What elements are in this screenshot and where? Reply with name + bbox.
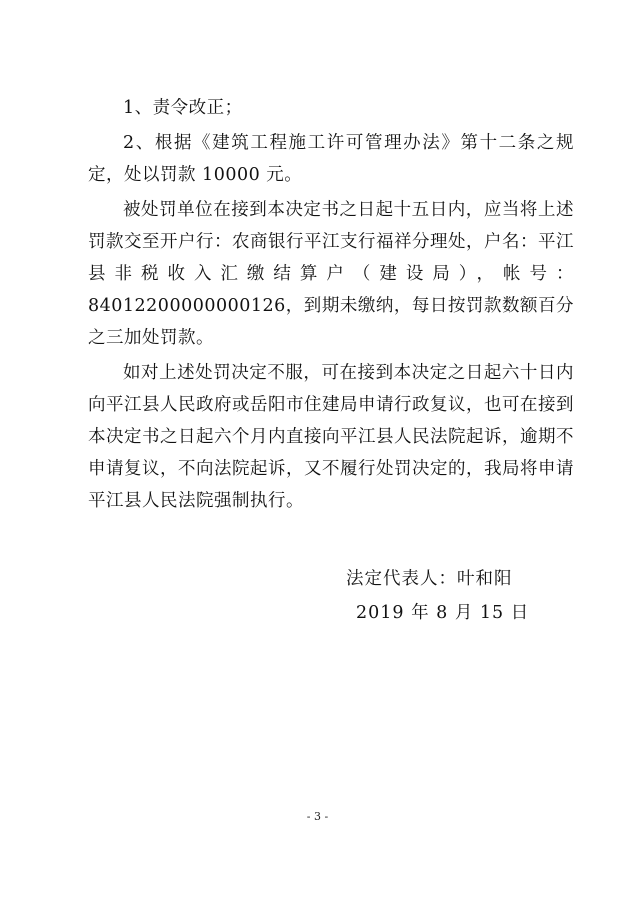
payment-paragraph: 被处罚单位在接到本决定书之日起十五日内，应当将上述罚款交至开户行：农商银行平江支行福祥分理处，户名：平江县非税收入汇缴结算户（建设局），帐号：84012200000000126，到期未缴纳，每日按罚款数额百分之三加处罚款。 [88,200,574,348]
signature-date: 2019 年 8 月 15 日 [356,603,530,623]
document-body [88,92,574,517]
legal-representative: 法定代表人：叶和阳 [346,569,513,589]
page-number: - 3 - [306,810,329,823]
signature-block [346,562,529,630]
item-2-paragraph: 2、根据《建筑工程施工许可管理办法》第十二条之规定，处以罚款 10000 元。 [88,133,574,185]
item-1-paragraph: 1、责令改正； [123,98,243,118]
appeal-paragraph: 如对上述处罚决定不服，可在接到本决定之日起六十日内向平江县人民政府或岳阳市住建局申请行政复议，也可在接到本决定书之日起六个月内直接向平江县人民法院起诉，逾期不申请复议，不向法院起诉，又不履行处罚决定的，我局将申请平江县人民法院强制执行。 [88,363,574,511]
